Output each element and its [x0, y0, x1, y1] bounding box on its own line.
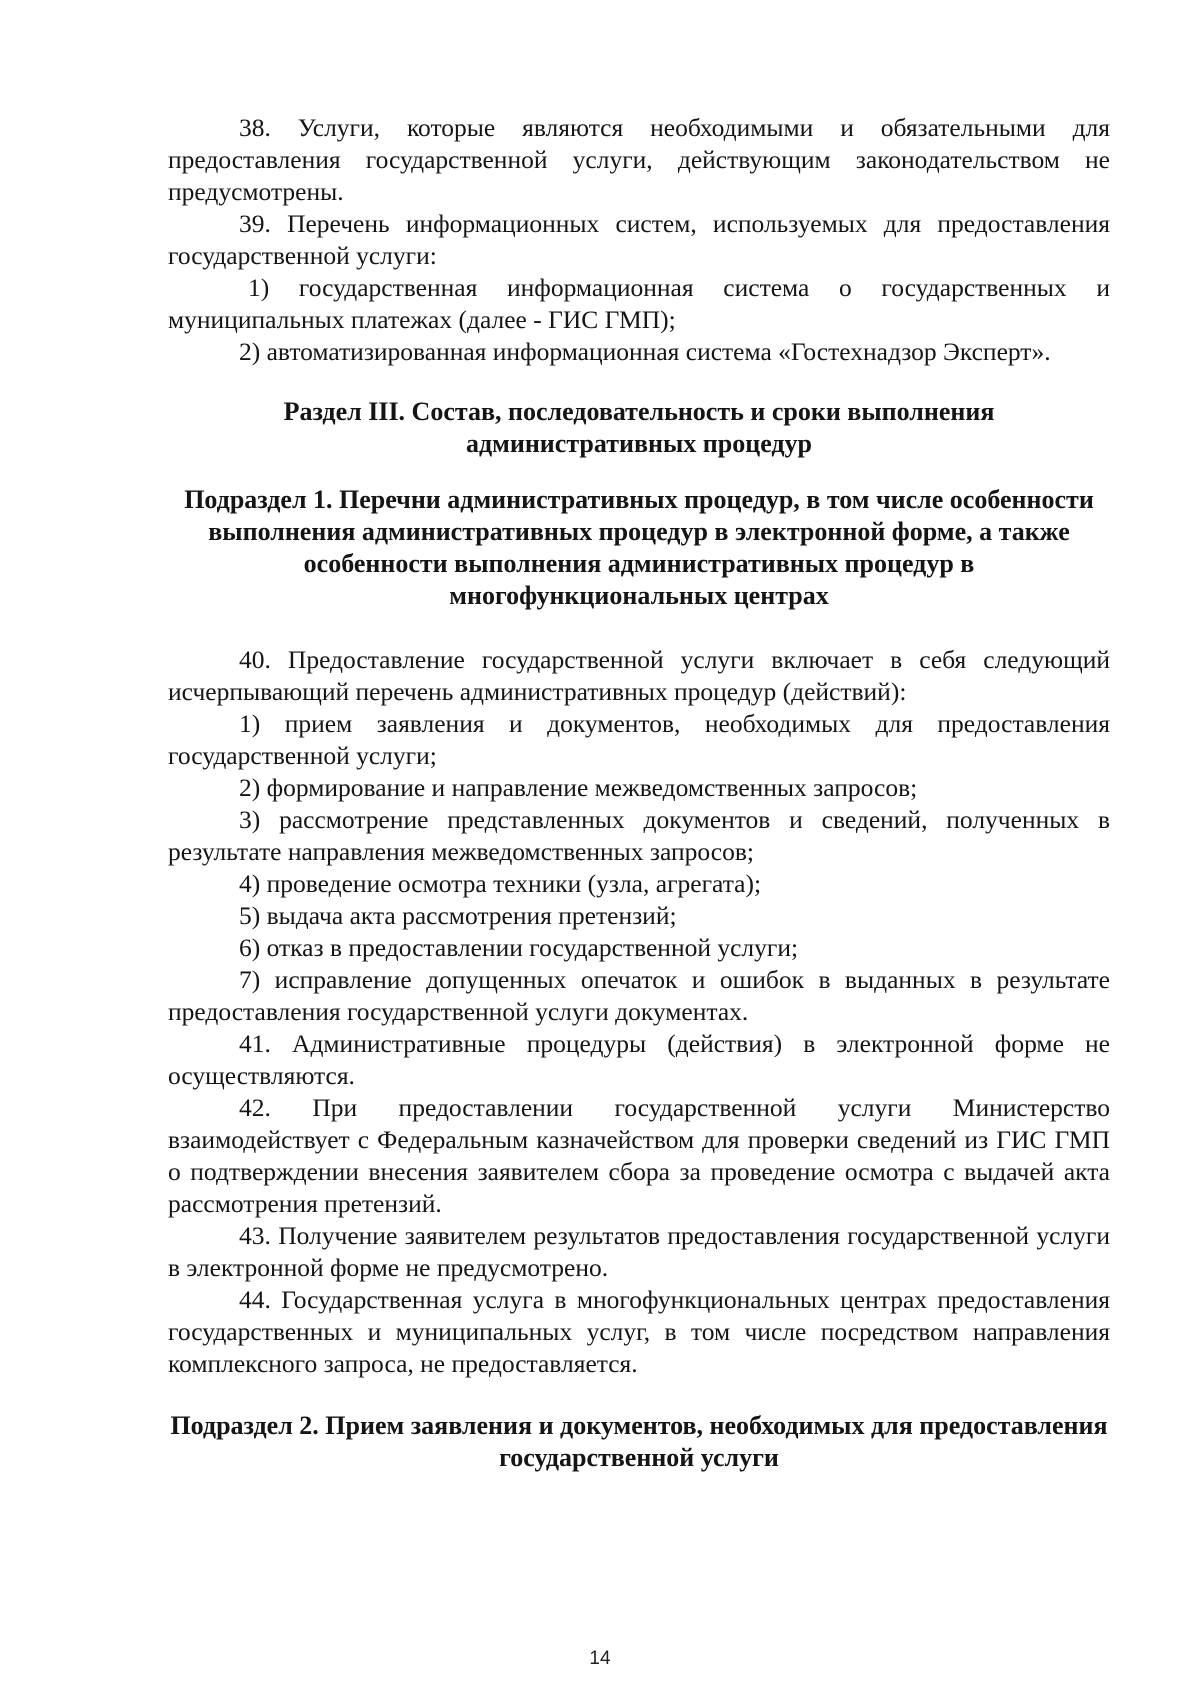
paragraph-38: 38. Услуги, которые являются необходимыми и обязательными для предоставления государственной услуги, действующим законодательством не предусмотрены.	[168, 113, 1110, 206]
paragraph-41: 41. Административные процедуры (действия) в электронной форме не осуществляются.	[168, 1029, 1110, 1090]
paragraph-39: 39. Перечень информационных систем, используемых для предоставления государственной услуги:	[168, 209, 1110, 270]
subsection-2-heading: Подраздел 2. Прием заявления и документов, необходимых для предоставления государственной услуги	[170, 1411, 1108, 1472]
subsection-1-heading: Подраздел 1. Перечни административных процедур, в том числе особенности выполнения административных процедур в электронной форме, а также особенности выполнения административных процедур в многофункциональных центрах	[184, 485, 1094, 610]
paragraph-44: 44. Государственная услуга в многофункциональных центрах предоставления государственных и муниципальных услуг, в том числе посредством направления комплексного запроса, не предоставляется.	[168, 1285, 1110, 1378]
list-item-39-2: 2) автоматизированная информационная система «Гостехнадзор Эксперт».	[239, 337, 1051, 366]
list-item-39-1: 1) государственная информационная система о государственных и муниципальных платежах (далее - ГИС ГМП);	[168, 273, 1110, 334]
list-item-40-4: 4) проведение осмотра техники (узла, агрегата);	[239, 869, 762, 898]
list-item-40-3: 3) рассмотрение представленных документов и сведений, полученных в результате направления межведомственных запросов;	[168, 805, 1110, 866]
list-item-40-2: 2) формирование и направление межведомственных запросов;	[239, 773, 918, 802]
list-item-40-7: 7) исправление допущенных опечаток и ошибок в выданных в результате предоставления государственной услуги документах.	[168, 965, 1110, 1026]
section-heading: Раздел III. Состав, последовательность и сроки выполнения административных процедур	[283, 397, 995, 458]
paragraph-42: 42. При предоставлении государственной услуги Министерство взаимодействует с Федеральным казначейством для проверки сведений из ГИС ГМП о подтверждении внесения заявителем сбора за проведение осмотра с выдачей акта рассмотрения претензий.	[168, 1093, 1110, 1218]
document-body	[168, 112, 1110, 1474]
list-item-40-1: 1) прием заявления и документов, необходимых для предоставления государственной услуги;	[168, 709, 1110, 770]
paragraph-40: 40. Предоставление государственной услуги включает в себя следующий исчерпывающий перечень административных процедур (действий):	[168, 645, 1110, 706]
page-number: 14	[589, 1648, 611, 1669]
list-item-40-5: 5) выдача акта рассмотрения претензий;	[239, 901, 677, 930]
paragraph-43: 43. Получение заявителем результатов предоставления государственной услуги в электронной форме не предусмотрено.	[168, 1221, 1110, 1282]
list-item-40-6: 6) отказ в предоставлении государственной услуги;	[239, 933, 799, 962]
